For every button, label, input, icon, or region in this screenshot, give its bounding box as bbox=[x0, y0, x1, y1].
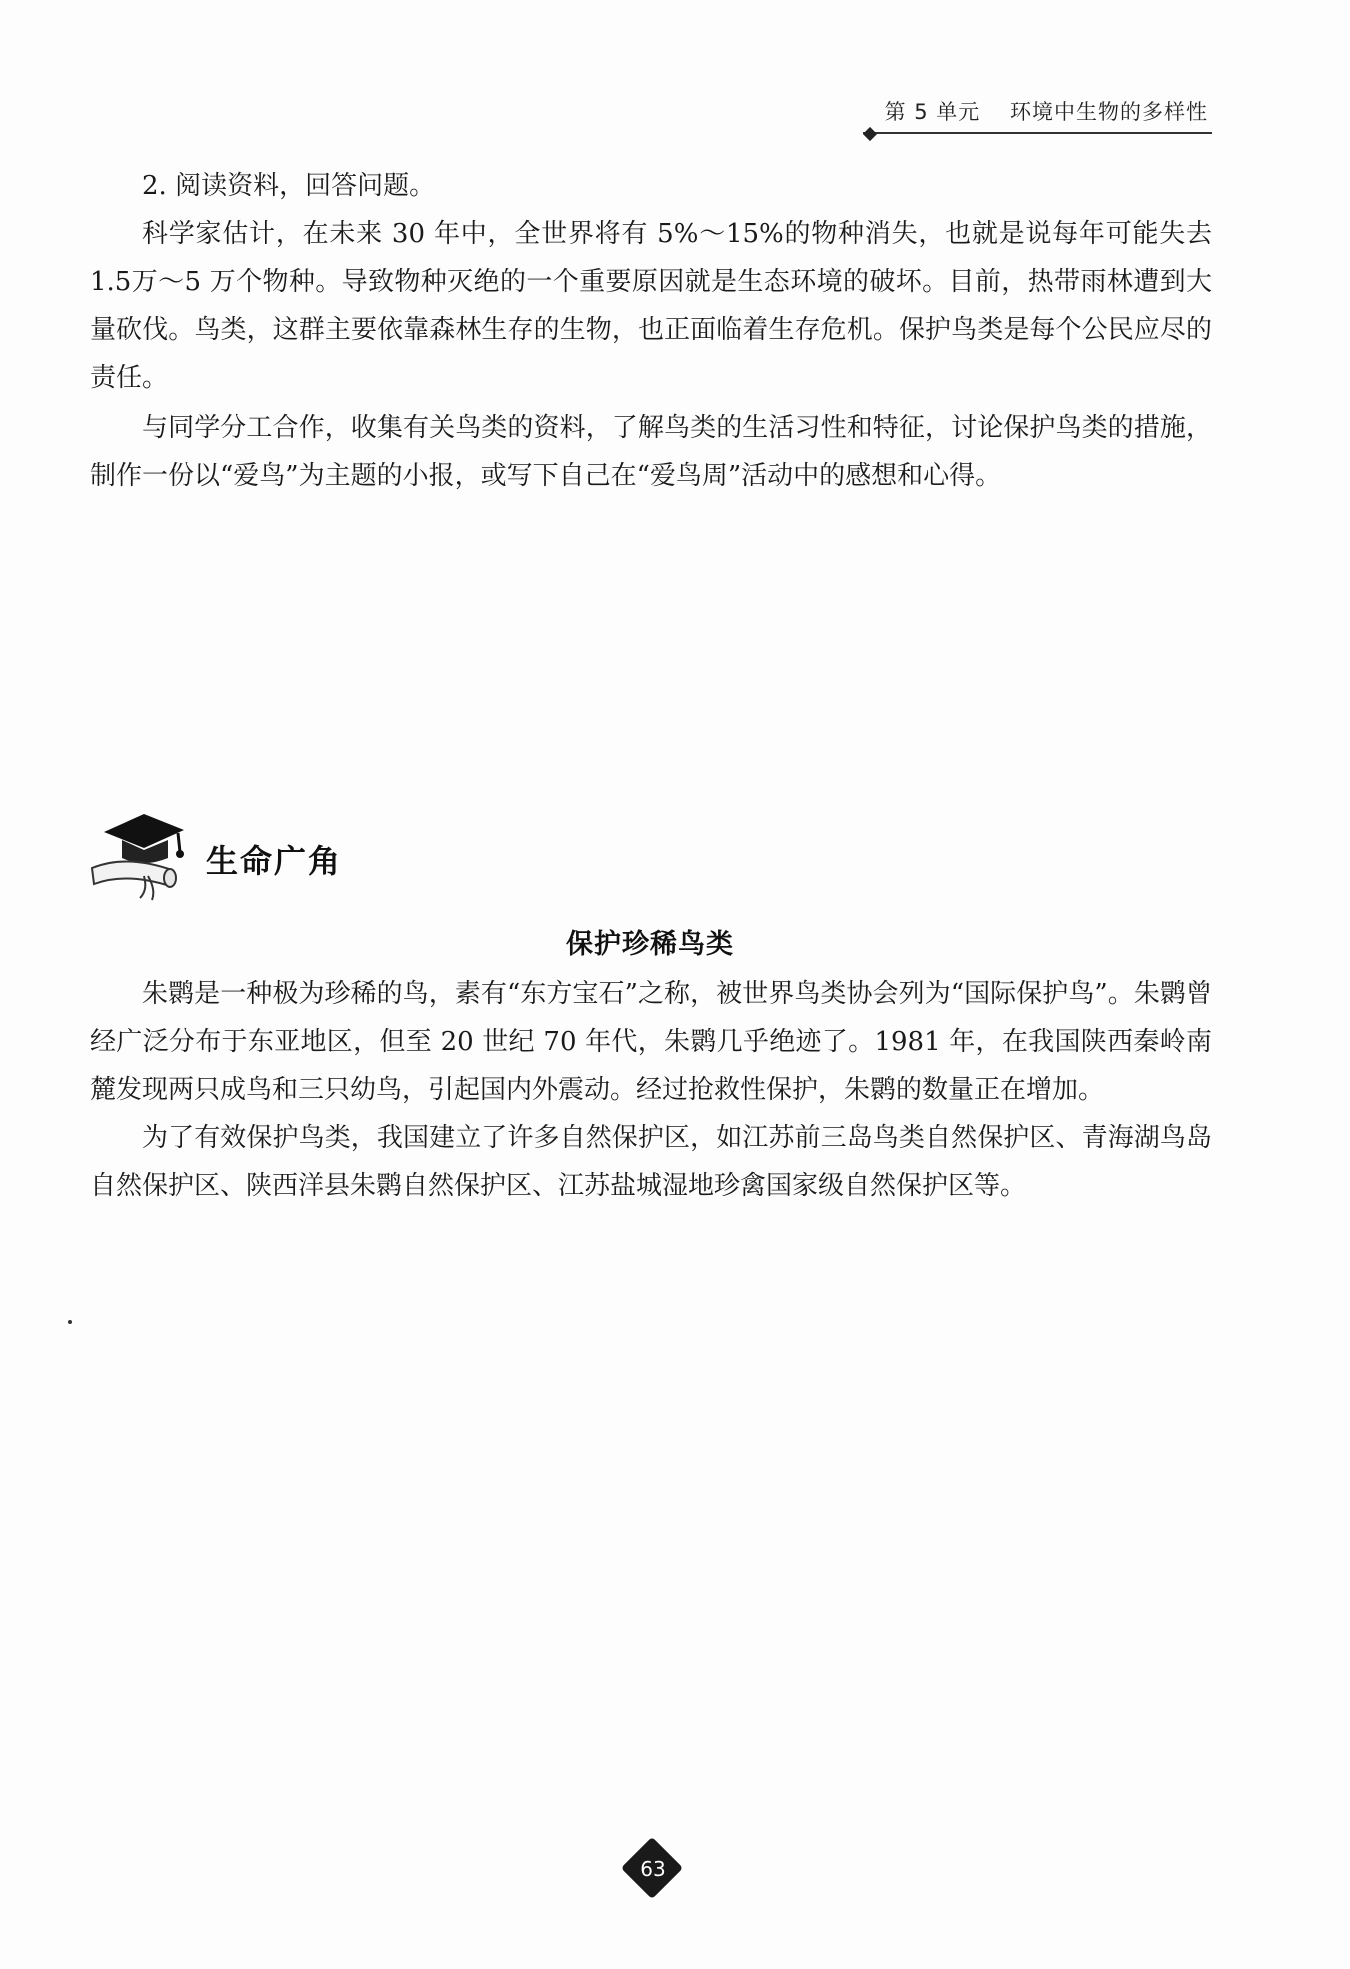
question-paragraph: 与同学分工合作，收集有关鸟类的资料，了解鸟类的生活习性和特征，讨论保护鸟类的措施，制作一份以“爱鸟”为主题的小报，或写下自己在“爱鸟周”活动中的感想和心得。 bbox=[90, 413, 1212, 491]
article-title: 保护珍稀鸟类 bbox=[566, 929, 734, 960]
article-paragraph: 为了有效保护鸟类，我国建立了许多自然保护区，如江苏前三岛鸟类自然保护区、青海湖鸟岛自然保护区、陕西洋县朱鹮自然保护区、江苏盐城湿地珍禽国家级自然保护区等。 bbox=[90, 1123, 1212, 1201]
page-number bbox=[626, 1842, 680, 1896]
question-paragraph: 科学家估计，在未来 30 年中，全世界将有 5%～15%的物种消失，也就是说每年可能失去 1.5万～5 万个物种。导致物种灭绝的一个重要原因就是生态环境的破坏。目前，热带雨林遭到大量砍伐。鸟类，这群主要依靠森林生存的生物，也正面临着生存危机。保护鸟类是每个公民应尽的责任。 bbox=[90, 219, 1212, 393]
article-paragraph: 朱鹮是一种极为珍稀的鸟，素有“东方宝石”之称，被世界鸟类协会列为“国际保护鸟”。朱鹮曾经广泛分布于东亚地区，但至 20 世纪 70 年代，朱鹮几乎绝迹了。1981 年，在我国陕西秦岭南麓发现两只成鸟和三只幼鸟，引起国内外震动。经过抢救性保护，朱鹮的数量正在增加。 bbox=[90, 979, 1212, 1105]
page-number-text: 63 bbox=[640, 1857, 666, 1881]
section-heading bbox=[86, 806, 486, 906]
section-label: 生命广角 bbox=[206, 842, 343, 880]
question-body bbox=[90, 210, 1212, 500]
question-title: 2. 阅读资料，回答问题。 bbox=[142, 171, 436, 201]
graduation-cap-diploma-icon bbox=[86, 806, 198, 902]
scan-dot bbox=[68, 1320, 72, 1324]
diamond-bullet-icon bbox=[863, 127, 877, 141]
article-body bbox=[90, 970, 1212, 1210]
unit-number: 第 5 单元 bbox=[884, 100, 981, 124]
running-header bbox=[863, 96, 1212, 134]
unit-title: 环境中生物的多样性 bbox=[1010, 100, 1208, 124]
